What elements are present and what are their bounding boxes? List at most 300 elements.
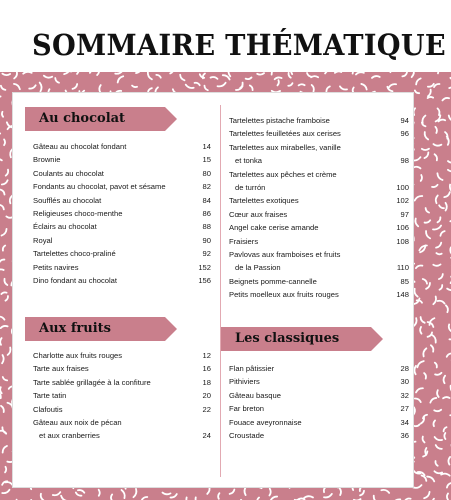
pattern-squiggle	[415, 398, 421, 402]
toc-entry-name-line: Pavlovas aux framboises et fruits	[229, 250, 341, 260]
pattern-squiggle	[389, 84, 396, 88]
pattern-squiggle	[240, 83, 242, 88]
pattern-squiggle	[423, 348, 426, 356]
pattern-squiggle	[442, 98, 449, 101]
toc-entry-page: 88	[202, 222, 211, 232]
toc-entry	[229, 248, 409, 275]
pattern-squiggle	[437, 390, 439, 397]
pattern-squiggle	[447, 353, 451, 356]
pattern-squiggle	[250, 85, 253, 90]
pattern-squiggle	[415, 218, 418, 226]
pattern-squiggle	[1, 326, 8, 328]
pattern-squiggle	[423, 437, 425, 443]
pattern-squiggle	[417, 361, 423, 367]
pattern-squiggle	[432, 335, 436, 343]
toc-entry-name-line: Tartelettes aux pêches et crème	[229, 169, 337, 179]
pattern-squiggle	[415, 90, 419, 93]
toc-entry-page: 80	[202, 168, 211, 178]
pattern-squiggle	[431, 345, 433, 351]
toc-entry-name	[33, 274, 193, 287]
pattern-squiggle	[422, 149, 429, 150]
pattern-squiggle	[132, 86, 137, 88]
pattern-squiggle	[275, 77, 282, 79]
pattern-squiggle	[416, 265, 423, 268]
toc-entry-name	[33, 194, 193, 207]
toc-entry-page: 85	[400, 276, 409, 286]
pattern-squiggle	[437, 173, 442, 180]
page-title: SOMMAIRE THÉMATIQUE	[32, 28, 446, 62]
pattern-squiggle	[415, 196, 423, 201]
pattern-squiggle	[326, 86, 329, 91]
pattern-squiggle	[422, 123, 426, 127]
toc-entry	[229, 168, 409, 195]
toc-entry-page: 86	[202, 209, 211, 219]
pattern-squiggle	[121, 490, 124, 498]
pattern-squiggle	[356, 72, 364, 74]
toc-entry-name-line: Brownie	[33, 155, 61, 165]
pattern-squiggle	[425, 132, 428, 139]
toc-entry-name-continuation: et aux cranberries	[39, 431, 100, 441]
toc-entry-name	[33, 140, 193, 153]
pattern-squiggle	[424, 492, 429, 498]
toc-entry	[229, 235, 409, 248]
toc-entry-name	[33, 376, 193, 389]
pattern-squiggle	[2, 355, 4, 363]
pattern-squiggle	[426, 231, 430, 238]
toc-entry-name	[229, 168, 391, 195]
toc-entry-name	[33, 362, 193, 375]
toc-entry-name	[229, 275, 391, 288]
toc-entry-name-line: Croustade	[229, 431, 265, 441]
toc-entry	[33, 261, 211, 274]
toc-entry-name	[33, 349, 193, 362]
toc-entry-page: 12	[202, 351, 211, 360]
toc-entry-name	[33, 180, 193, 193]
pattern-squiggle	[428, 84, 434, 87]
pattern-squiggle	[218, 493, 219, 499]
toc-entry-name	[33, 261, 193, 274]
pattern-squiggle	[162, 493, 170, 495]
pattern-squiggle	[414, 298, 420, 304]
pattern-squiggle	[432, 185, 437, 187]
pattern-squiggle	[413, 167, 420, 169]
toc-entry	[33, 207, 211, 220]
pattern-squiggle	[29, 85, 35, 88]
toc-entry-name-continuation: de turrón	[235, 183, 266, 193]
pattern-squiggle	[312, 85, 314, 92]
toc-entry-page: 34	[400, 417, 409, 427]
toc-entry-page: 84	[202, 195, 211, 205]
toc-entry-name	[229, 141, 391, 168]
toc-entry-name-line: Royal	[33, 235, 53, 245]
toc-entry	[33, 362, 211, 375]
toc-entry-name	[229, 114, 391, 127]
toc-entry-page: 16	[202, 364, 211, 374]
toc-entry-page: 102	[396, 196, 409, 206]
toc-entry-name	[229, 362, 391, 375]
pattern-squiggle	[5, 467, 6, 473]
pattern-squiggle	[434, 84, 439, 87]
pattern-squiggle	[444, 192, 450, 197]
pattern-squiggle	[0, 159, 2, 160]
pattern-squiggle	[53, 492, 60, 495]
toc-entry-name-line: Tartelettes pistache framboise	[229, 116, 330, 125]
toc-entry-name	[229, 235, 391, 248]
toc-entry-name-line: Petits navires	[33, 262, 79, 272]
pattern-squiggle	[440, 285, 443, 290]
pattern-squiggle	[433, 297, 436, 305]
pattern-squiggle	[41, 494, 44, 500]
toc-entry-page: 97	[400, 209, 409, 219]
pattern-squiggle	[133, 489, 136, 497]
pattern-squiggle	[425, 220, 431, 222]
pattern-squiggle	[195, 83, 200, 85]
pattern-squiggle	[230, 490, 235, 494]
pattern-squiggle	[435, 127, 437, 133]
toc-entry	[33, 220, 211, 233]
pattern-squiggle	[73, 84, 78, 89]
pattern-squiggle	[246, 77, 252, 79]
toc-entry-page: 98	[400, 156, 409, 166]
list-chocolat	[33, 140, 211, 287]
pattern-squiggle	[14, 84, 20, 89]
toc-entry-name	[33, 403, 193, 416]
pattern-squiggle	[14, 72, 17, 79]
toc-entry-name	[229, 402, 391, 415]
pattern-squiggle	[435, 461, 437, 466]
toc-entry-name-line: Gâteau aux noix de pécan	[33, 418, 122, 428]
toc-entry-page: 82	[202, 182, 211, 192]
pattern-squiggle	[422, 116, 425, 124]
toc-entry	[33, 274, 211, 287]
toc-entry-page: 94	[400, 116, 409, 125]
pattern-squiggle	[428, 97, 434, 98]
pattern-squiggle	[2, 180, 8, 184]
pattern-squiggle	[44, 76, 52, 78]
pattern-squiggle	[324, 487, 326, 492]
toc-entry-name-continuation: et tonka	[235, 156, 263, 166]
toc-entry	[33, 389, 211, 402]
pattern-squiggle	[428, 90, 431, 97]
title-band	[0, 0, 451, 72]
toc-entry-name	[229, 429, 391, 442]
section-header-fruits: Aux fruits	[25, 317, 165, 341]
toc-entry-page: 30	[400, 377, 409, 387]
pattern-squiggle	[4, 279, 7, 285]
toc-entry-page: 156	[198, 276, 211, 286]
pattern-squiggle	[435, 437, 442, 440]
pattern-squiggle	[416, 78, 421, 84]
section-header-chocolat: Au chocolat	[25, 107, 165, 131]
pattern-squiggle	[422, 475, 427, 480]
pattern-squiggle	[402, 72, 407, 76]
toc-entry	[229, 127, 409, 140]
pattern-squiggle	[424, 152, 428, 158]
pattern-squiggle	[420, 327, 421, 334]
pattern-squiggle	[426, 208, 429, 213]
toc-entry-name-line: Tarte sablée grillagée à la confiture	[33, 377, 151, 387]
toc-entry-page: 14	[202, 142, 211, 151]
pattern-squiggle	[438, 120, 445, 122]
pattern-squiggle	[1, 406, 4, 412]
toc-entry-page: 152	[198, 262, 211, 272]
pattern-squiggle	[118, 76, 124, 82]
pattern-squiggle	[448, 457, 450, 465]
pattern-squiggle	[78, 490, 84, 493]
pattern-squiggle	[439, 274, 443, 279]
pattern-squiggle	[2, 490, 9, 493]
toc-entry-name	[229, 416, 391, 429]
pattern-squiggle	[447, 493, 448, 499]
toc-entry-name-line: Charlotte aux fruits rouges	[33, 351, 123, 360]
toc-entry	[229, 208, 409, 221]
pattern-squiggle	[156, 75, 160, 78]
pattern-squiggle	[2, 229, 7, 236]
pattern-squiggle	[8, 348, 11, 355]
pattern-squiggle	[444, 376, 446, 384]
pattern-squiggle	[180, 75, 184, 81]
toc-entry-name-line: Fouace aveyronnaise	[229, 417, 302, 427]
toc-entry-page: 32	[400, 390, 409, 400]
toc-entry	[33, 403, 211, 416]
pattern-squiggle	[0, 260, 4, 263]
pattern-squiggle	[2, 74, 10, 75]
toc-entry-name	[229, 375, 391, 388]
toc-entry-page: 100	[396, 183, 409, 193]
pattern-squiggle	[434, 471, 442, 473]
pattern-squiggle	[111, 494, 112, 499]
pattern-squiggle	[361, 84, 366, 90]
pattern-squiggle	[204, 86, 207, 91]
pattern-squiggle	[148, 72, 152, 79]
toc-entry	[229, 429, 409, 442]
toc-entry-page: 28	[400, 364, 409, 373]
pattern-squiggle	[23, 72, 32, 74]
toc-entry-name-line: Tarte aux fraises	[33, 364, 89, 374]
toc-entry-name-line: Far breton	[229, 404, 265, 414]
pattern-squiggle	[421, 317, 425, 323]
pattern-squiggle	[438, 217, 441, 222]
pattern-squiggle	[414, 424, 420, 426]
toc-entry-page: 148	[396, 290, 409, 300]
toc-entry	[229, 362, 409, 375]
toc-entry-page: 90	[202, 235, 211, 245]
pattern-squiggle	[440, 231, 444, 236]
toc-entry-name-continuation: de la Passion	[235, 263, 281, 273]
toc-entry-name	[33, 389, 193, 402]
toc-entry-page: 15	[202, 155, 211, 165]
toc-entry-name-line: Tartelettes exotiques	[229, 196, 299, 206]
pattern-squiggle	[5, 296, 8, 301]
pattern-squiggle	[299, 84, 305, 85]
pattern-squiggle	[436, 253, 441, 254]
pattern-squiggle	[211, 77, 218, 79]
toc-entry-page: 36	[400, 431, 409, 441]
toc-entry-name	[33, 207, 193, 220]
pattern-squiggle	[447, 289, 451, 291]
toc-entry-page: 20	[202, 391, 211, 401]
toc-entry-page: 27	[400, 404, 409, 414]
pattern-squiggle	[421, 175, 422, 181]
pattern-squiggle	[428, 322, 434, 327]
toc-entry-name-line: Tartelettes aux mirabelles, vanille	[229, 142, 341, 152]
pattern-squiggle	[277, 80, 278, 85]
pattern-squiggle	[446, 203, 447, 211]
pattern-squiggle	[0, 205, 4, 209]
list-fruits	[33, 349, 211, 443]
pattern-squiggle	[1, 292, 6, 294]
toc-entry	[229, 275, 409, 288]
toc-entry-page: 108	[396, 236, 409, 246]
toc-entry-name-line: Soufflés au chocolat	[33, 195, 102, 205]
toc-entry-name-line: Religieuses choco-menthe	[33, 209, 123, 219]
toc-entry-page: 18	[202, 377, 211, 387]
toc-entry-name-line: Fondants au chocolat, pavot et sésame	[33, 182, 166, 192]
toc-entry-name-line: Flan pâtissier	[229, 364, 275, 373]
pattern-squiggle	[446, 305, 448, 312]
toc-entry-name	[33, 220, 193, 233]
toc-entry	[33, 153, 211, 166]
pattern-squiggle	[289, 73, 291, 78]
pattern-squiggle	[438, 301, 445, 304]
pattern-squiggle	[438, 108, 440, 115]
toc-entry-name-line: Fraisiers	[229, 236, 259, 246]
toc-entry	[33, 247, 211, 260]
toc-entry-page: 96	[400, 129, 409, 139]
pattern-squiggle	[439, 205, 444, 208]
pattern-squiggle	[218, 83, 226, 87]
pattern-squiggle	[324, 494, 332, 498]
pattern-squiggle	[4, 139, 5, 145]
toc-entry	[229, 114, 409, 127]
pattern-squiggle	[340, 86, 347, 89]
toc-entry-page: 110	[396, 263, 409, 273]
toc-entry-name-line: Tarte tatin	[33, 391, 67, 401]
toc-entry-name	[33, 153, 193, 166]
toc-entry	[33, 140, 211, 153]
toc-entry-name-line: Gâteau basque	[229, 390, 281, 400]
pattern-squiggle	[2, 112, 3, 117]
pattern-squiggle	[0, 338, 1, 345]
pattern-squiggle	[436, 195, 438, 203]
pattern-squiggle	[1, 190, 5, 195]
pattern-squiggle	[381, 490, 389, 493]
toc-entry-name-line: Dino fondant au chocolat	[33, 276, 118, 286]
pattern-squiggle	[61, 496, 68, 500]
pattern-squiggle	[436, 445, 442, 449]
toc-entry-name	[229, 248, 391, 275]
toc-entry-name	[229, 127, 391, 140]
pattern-squiggle	[6, 170, 8, 176]
pattern-squiggle	[3, 446, 7, 453]
toc-entry	[229, 402, 409, 415]
pattern-squiggle	[413, 485, 421, 488]
pattern-squiggle	[304, 496, 313, 498]
pattern-squiggle	[0, 387, 2, 393]
pattern-squiggle	[435, 154, 437, 160]
pattern-squiggle	[444, 427, 447, 431]
pattern-squiggle	[76, 492, 82, 495]
toc-entry-name-line: Tartelettes choco-praliné	[33, 249, 116, 259]
toc-entry	[229, 416, 409, 429]
toc-entry	[229, 141, 409, 168]
toc-entry-page: 24	[202, 431, 211, 441]
toc-entry-name	[229, 221, 391, 234]
pattern-squiggle	[444, 433, 445, 439]
toc-entry-name-line: Tartelettes feuilletées aux cerises	[229, 129, 341, 139]
pattern-squiggle	[414, 318, 417, 326]
pattern-squiggle	[186, 85, 194, 88]
pattern-squiggle	[0, 96, 1, 101]
toc-entry-name-line: Pithiviers	[229, 377, 260, 387]
toc-entry-name	[33, 167, 193, 180]
pattern-squiggle	[0, 269, 4, 271]
toc-entry-name-line: Cœur aux fraises	[229, 209, 288, 219]
pattern-squiggle	[447, 137, 449, 145]
pattern-squiggle	[447, 483, 451, 488]
toc-entry	[229, 389, 409, 402]
toc-entry-name	[229, 288, 391, 301]
pattern-squiggle	[257, 73, 264, 74]
toc-entry	[229, 375, 409, 388]
toc-entry	[33, 194, 211, 207]
toc-entry-name-line: Coulants au chocolat	[33, 168, 104, 178]
toc-entry-page: 22	[202, 404, 211, 414]
toc-entry-name-line: Clafoutis	[33, 404, 63, 414]
pattern-squiggle	[441, 474, 450, 476]
pattern-squiggle	[269, 489, 270, 496]
toc-entry	[229, 288, 409, 301]
toc-entry	[229, 194, 409, 207]
pattern-squiggle	[170, 494, 176, 497]
toc-entry-name	[229, 208, 391, 221]
pattern-squiggle	[414, 289, 417, 297]
pattern-squiggle	[1, 86, 5, 90]
toc-entry	[33, 234, 211, 247]
pattern-squiggle	[40, 83, 42, 92]
column-divider	[220, 105, 221, 477]
pattern-squiggle	[443, 397, 449, 398]
pattern-squiggle	[433, 144, 441, 146]
toc-entry-name	[229, 389, 391, 402]
pattern-squiggle	[223, 75, 230, 79]
toc-entry-name-line: Éclairs au chocolat	[33, 222, 97, 232]
toc-entry	[33, 376, 211, 389]
toc-entry	[229, 221, 409, 234]
toc-entry-name	[33, 416, 193, 443]
toc-entry	[33, 167, 211, 180]
toc-entry-name-line: Petits moelleux aux fruits rouges	[229, 290, 339, 300]
pattern-squiggle	[430, 398, 436, 403]
pattern-squiggle	[0, 317, 4, 320]
toc-entry-name	[33, 234, 193, 247]
pattern-squiggle	[423, 279, 427, 284]
pattern-squiggle	[372, 76, 380, 78]
pattern-squiggle	[433, 264, 440, 265]
pattern-squiggle	[307, 73, 312, 77]
toc-entry	[33, 416, 211, 443]
pattern-squiggle	[270, 497, 277, 500]
pattern-squiggle	[434, 410, 441, 411]
pattern-squiggle	[3, 246, 5, 251]
list-classiques	[229, 362, 409, 442]
pattern-squiggle	[374, 496, 378, 500]
pattern-squiggle	[427, 477, 434, 482]
toc-entry-page: 106	[396, 223, 409, 233]
pattern-squiggle	[339, 488, 341, 495]
toc-entry-name-line: Beignets pomme-cannelle	[229, 276, 317, 286]
pattern-squiggle	[414, 366, 416, 374]
